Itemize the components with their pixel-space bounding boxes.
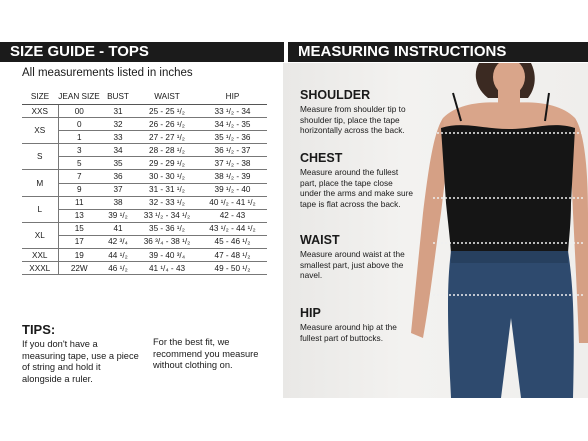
size-cell: XXXL bbox=[22, 262, 58, 275]
bust-cell: 41 bbox=[100, 222, 136, 235]
tip-best-fit: For the best fit, we recommend you measure without clothing on. bbox=[153, 337, 259, 370]
jean-size-cell: 0 bbox=[58, 118, 100, 131]
jean-size-cell: 11 bbox=[58, 196, 100, 209]
chest-text: Measure around the fullest part, place the tape close under the arms and make sure tape is flat across the back. bbox=[300, 167, 413, 209]
jean-size-cell: 22W bbox=[58, 262, 100, 275]
hip-cell: 39 ¹/₂ - 40 bbox=[198, 183, 267, 196]
jean-size-cell: 5 bbox=[58, 157, 100, 170]
table-header-row bbox=[22, 88, 267, 105]
hip-cell: 49 - 50 ¹/₂ bbox=[198, 262, 267, 275]
shoulder-section bbox=[300, 88, 415, 136]
table-row bbox=[22, 118, 267, 131]
bust-cell: 38 bbox=[100, 196, 136, 209]
table-row bbox=[22, 131, 267, 144]
waist-cell: 25 - 25 ¹/₂ bbox=[136, 105, 198, 118]
jean-size-cell: 15 bbox=[58, 222, 100, 235]
hip-cell: 35 ¹/₂ - 36 bbox=[198, 131, 267, 144]
units-note: All measurements listed in inches bbox=[22, 67, 193, 79]
hip-cell: 33 ¹/₂ - 34 bbox=[198, 105, 267, 118]
size-chart-table bbox=[22, 88, 267, 275]
jean-size-cell: 3 bbox=[58, 144, 100, 157]
hip-cell: 45 - 46 ¹/₂ bbox=[198, 235, 267, 248]
shoulder-text: Measure from shoulder tip to shoulder tip, place the tape horizontally across the back. bbox=[300, 104, 406, 135]
bust-cell: 32 bbox=[100, 118, 136, 131]
waist-cell: 41 ¹/₄ - 43 bbox=[136, 262, 198, 275]
hip-cell: 36 ¹/₂ - 37 bbox=[198, 144, 267, 157]
column-header-size: SIZE bbox=[22, 88, 58, 105]
jean-size-cell: 13 bbox=[58, 209, 100, 222]
bust-cell: 35 bbox=[100, 157, 136, 170]
table-row bbox=[22, 209, 267, 222]
column-header-hip: HIP bbox=[198, 88, 267, 105]
shoulder-title: SHOULDER bbox=[300, 88, 371, 102]
hip-cell: 43 ¹/₂ - 44 ¹/₂ bbox=[198, 222, 267, 235]
tips-title: TIPS: bbox=[22, 322, 56, 337]
bust-cell: 31 bbox=[100, 105, 136, 118]
table-row bbox=[22, 183, 267, 196]
hip-section bbox=[300, 306, 415, 343]
hip-cell: 40 ¹/₂ - 41 ¹/₂ bbox=[198, 196, 267, 209]
bust-cell: 34 bbox=[100, 144, 136, 157]
hip-title: HIP bbox=[300, 306, 321, 320]
table-row bbox=[22, 235, 267, 248]
hip-cell: 47 - 48 ¹/₂ bbox=[198, 249, 267, 262]
table-row bbox=[22, 262, 267, 275]
size-cell: L bbox=[22, 196, 58, 222]
jean-size-cell: 17 bbox=[58, 235, 100, 248]
bust-cell: 39 ¹/₂ bbox=[100, 209, 136, 222]
measuring-instructions-header: MEASURING INSTRUCTIONS bbox=[288, 42, 588, 62]
size-cell: XXL bbox=[22, 249, 58, 262]
waist-cell: 28 - 28 ¹/₂ bbox=[136, 144, 198, 157]
waist-cell: 32 - 33 ¹/₂ bbox=[136, 196, 198, 209]
jean-size-cell: 9 bbox=[58, 183, 100, 196]
hip-cell: 42 - 43 bbox=[198, 209, 267, 222]
waist-section bbox=[300, 233, 415, 281]
chest-title: CHEST bbox=[300, 151, 343, 165]
size-cell: XS bbox=[22, 118, 58, 144]
bust-cell: 33 bbox=[100, 131, 136, 144]
bust-cell: 44 ¹/₂ bbox=[100, 249, 136, 262]
size-guide-header: SIZE GUIDE - TOPS bbox=[0, 42, 284, 62]
column-header-waist: WAIST bbox=[136, 88, 198, 105]
table-row bbox=[22, 144, 267, 157]
table-row bbox=[22, 249, 267, 262]
chest-section bbox=[300, 151, 415, 209]
size-cell: S bbox=[22, 144, 58, 170]
waist-title: WAIST bbox=[300, 233, 340, 247]
bust-cell: 42 ³/₄ bbox=[100, 235, 136, 248]
waist-cell: 39 - 40 ³/₄ bbox=[136, 249, 198, 262]
jean-size-cell: 19 bbox=[58, 249, 100, 262]
hip-cell: 34 ¹/₂ - 35 bbox=[198, 118, 267, 131]
column-header-bust: BUST bbox=[100, 88, 136, 105]
jean-size-cell: 7 bbox=[58, 170, 100, 183]
waist-cell: 30 - 30 ¹/₂ bbox=[136, 170, 198, 183]
size-cell: XXS bbox=[22, 105, 58, 118]
hip-cell: 37 ¹/₂ - 38 bbox=[198, 157, 267, 170]
waist-cell: 33 ¹/₂ - 34 ¹/₂ bbox=[136, 209, 198, 222]
waist-cell: 29 - 29 ¹/₂ bbox=[136, 157, 198, 170]
waist-cell: 26 - 26 ¹/₂ bbox=[136, 118, 198, 131]
bust-cell: 37 bbox=[100, 183, 136, 196]
waist-cell: 36 ³/₄ - 38 ¹/₂ bbox=[136, 235, 198, 248]
column-header-jean-size: JEAN SIZE bbox=[58, 88, 100, 105]
hip-cell: 38 ¹/₂ - 39 bbox=[198, 170, 267, 183]
table-row bbox=[22, 222, 267, 235]
jean-size-cell: 00 bbox=[58, 105, 100, 118]
waist-cell: 31 - 31 ¹/₂ bbox=[136, 183, 198, 196]
waist-cell: 27 - 27 ¹/₂ bbox=[136, 131, 198, 144]
bust-cell: 36 bbox=[100, 170, 136, 183]
table-row bbox=[22, 196, 267, 209]
tip-string-ruler: If you don't have a measuring tape, use a piece of string and hold it alongside a ruler. bbox=[22, 339, 139, 384]
waist-text: Measure around waist at the smallest part, just above the navel. bbox=[300, 249, 405, 280]
waist-cell: 35 - 36 ¹/₂ bbox=[136, 222, 198, 235]
hip-text: Measure around hip at the fullest part of buttocks. bbox=[300, 322, 397, 343]
table-row bbox=[22, 170, 267, 183]
size-cell: XL bbox=[22, 222, 58, 248]
table-row bbox=[22, 157, 267, 170]
bust-cell: 46 ¹/₂ bbox=[100, 262, 136, 275]
table-row bbox=[22, 105, 267, 118]
jean-size-cell: 1 bbox=[58, 131, 100, 144]
size-cell: M bbox=[22, 170, 58, 196]
